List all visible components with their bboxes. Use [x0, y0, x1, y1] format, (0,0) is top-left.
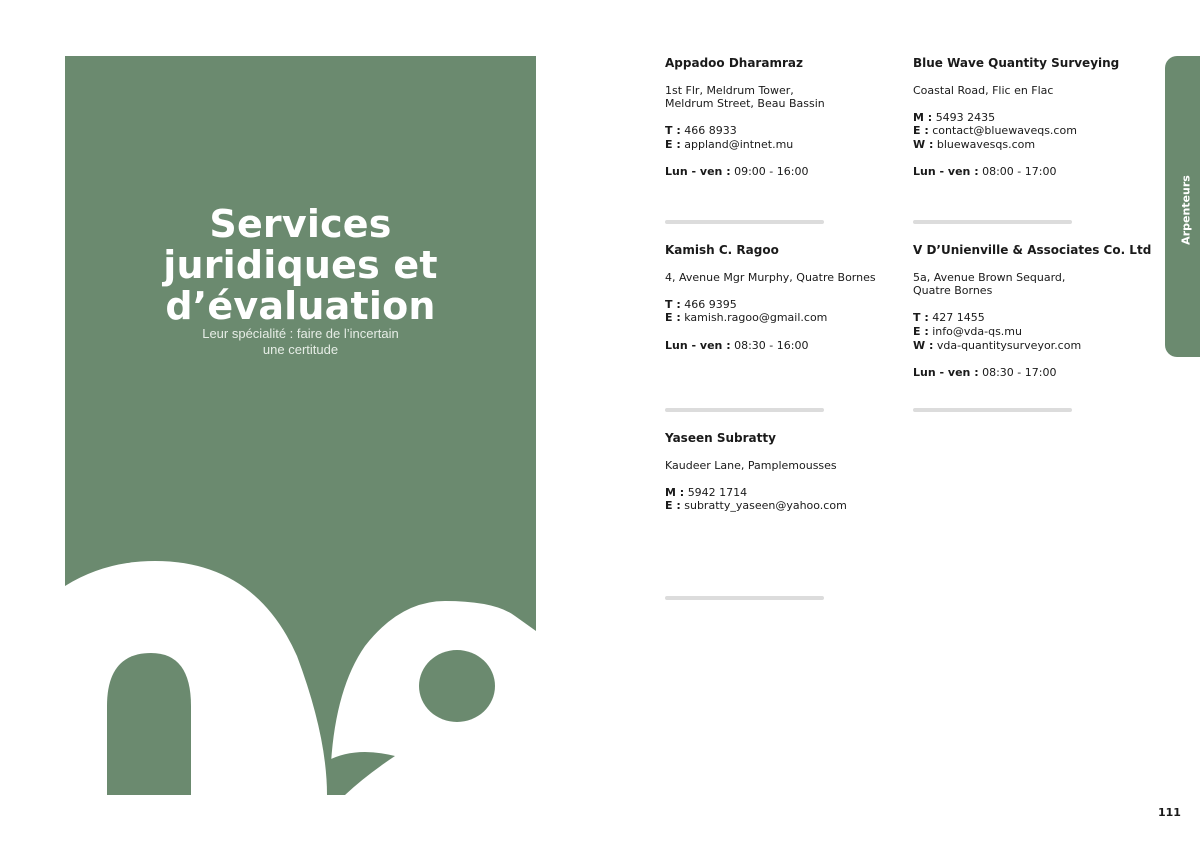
contact-details	[665, 298, 905, 325]
email-line	[913, 124, 1153, 138]
website-line	[913, 138, 1153, 152]
hours-label: Lun - ven :	[913, 165, 979, 179]
website-label: W :	[913, 338, 934, 352]
contact-name: V D’Unienville & Associates Co. Ltd	[913, 243, 1152, 257]
contact-address	[913, 271, 1153, 298]
page-number: 111	[1158, 806, 1181, 819]
website-line	[913, 339, 1153, 353]
section-subtitle	[65, 326, 536, 358]
phone-line	[665, 298, 905, 312]
hours-label: Lun - ven :	[913, 365, 979, 379]
contact-details	[665, 486, 905, 513]
email-label: E :	[665, 311, 681, 325]
website-label: W :	[913, 137, 934, 151]
digit-zero-counter	[107, 653, 191, 795]
contact-entry	[665, 432, 905, 527]
email-line	[665, 138, 905, 152]
entry-separator	[665, 596, 824, 600]
address-line: 4, Avenue Mgr Murphy, Quatre Bornes	[665, 270, 876, 284]
opening-hours	[913, 165, 1153, 179]
contact-details	[913, 311, 1153, 352]
section-title-line: juridiques et	[163, 243, 438, 287]
website-value[interactable]: bluewavesqs.com	[936, 137, 1036, 151]
contact-name: Appadoo Dharamraz	[665, 56, 803, 70]
contact-name: Yaseen Subratty	[665, 431, 776, 445]
hours-value: 08:00 - 17:00	[982, 165, 1057, 179]
section-title	[65, 204, 536, 327]
address-line: Quatre Bornes	[913, 284, 993, 298]
phone-label: T :	[665, 297, 681, 311]
contact-details	[913, 111, 1153, 152]
phone-value: 466 9395	[684, 297, 737, 311]
email-value[interactable]: appland@intnet.mu	[684, 137, 794, 151]
section-subtitle-line: une certitude	[262, 342, 339, 357]
mobile-value: 5493 2435	[935, 110, 996, 124]
address-line: 1st Flr, Meldrum Tower,	[665, 83, 794, 97]
email-label: E :	[665, 137, 681, 151]
entry-separator	[913, 408, 1072, 412]
contact-entry	[913, 57, 1153, 179]
phone-line	[665, 124, 905, 138]
phone-label: T :	[913, 311, 929, 325]
address-line: Kaudeer Lane, Pamplemousses	[665, 458, 837, 472]
hours-value: 08:30 - 17:00	[982, 365, 1057, 379]
hours-value: 09:00 - 16:00	[734, 165, 809, 179]
email-label: E :	[665, 499, 681, 513]
phone-value: 466 8933	[684, 124, 737, 138]
digit-zero-shape	[65, 561, 327, 795]
contact-address	[665, 271, 905, 285]
phone-value: 427 1455	[932, 311, 985, 325]
digit-eight-counter	[419, 650, 495, 722]
hours-label: Lun - ven :	[665, 165, 731, 179]
hours-value: 08:30 - 16:00	[734, 338, 809, 352]
address-line: 5a, Avenue Brown Sequard,	[913, 270, 1066, 284]
section-title-line: d’évaluation	[165, 284, 436, 328]
mobile-label: M :	[665, 485, 685, 499]
email-line	[665, 499, 905, 513]
email-label: E :	[913, 124, 929, 138]
contact-address	[665, 459, 905, 473]
section-title-line: Services	[209, 202, 392, 246]
mobile-line	[665, 486, 905, 500]
contact-entry	[665, 57, 905, 179]
contact-entry	[913, 244, 1153, 379]
contact-address	[665, 84, 905, 111]
section-panel	[65, 56, 536, 795]
address-line: Meldrum Street, Beau Bassin	[665, 97, 825, 111]
address-line: Coastal Road, Flic en Flac	[913, 83, 1054, 97]
email-value[interactable]: info@vda-qs.mu	[932, 324, 1022, 338]
mobile-label: M :	[913, 110, 933, 124]
entry-separator	[665, 408, 824, 412]
email-line	[665, 311, 905, 325]
mobile-value: 5942 1714	[687, 485, 748, 499]
contact-name: Blue Wave Quantity Surveying	[913, 56, 1120, 70]
email-line	[913, 325, 1153, 339]
opening-hours	[913, 366, 1153, 380]
entry-separator	[665, 220, 824, 224]
contact-name: Kamish C. Ragoo	[665, 243, 779, 257]
opening-hours	[665, 165, 905, 179]
contact-address	[913, 84, 1153, 98]
email-label: E :	[913, 324, 929, 338]
email-value[interactable]: subratty_yaseen@yahoo.com	[684, 499, 847, 513]
hours-label: Lun - ven :	[665, 338, 731, 352]
email-value[interactable]: kamish.ragoo@gmail.com	[684, 311, 828, 325]
section-number-graphic	[65, 56, 536, 795]
email-value[interactable]: contact@bluewaveqs.com	[932, 124, 1077, 138]
mobile-line	[913, 111, 1153, 125]
opening-hours	[665, 339, 905, 353]
website-value[interactable]: vda-quantitysurveyor.com	[936, 338, 1082, 352]
contact-entry	[665, 244, 905, 352]
side-tab-label: Arpenteurs	[1179, 175, 1193, 245]
contact-details	[665, 124, 905, 151]
entry-separator	[913, 220, 1072, 224]
phone-line	[913, 311, 1153, 325]
section-subtitle-line: Leur spécialité : faire de l’incertain	[202, 326, 399, 341]
phone-label: T :	[665, 124, 681, 138]
